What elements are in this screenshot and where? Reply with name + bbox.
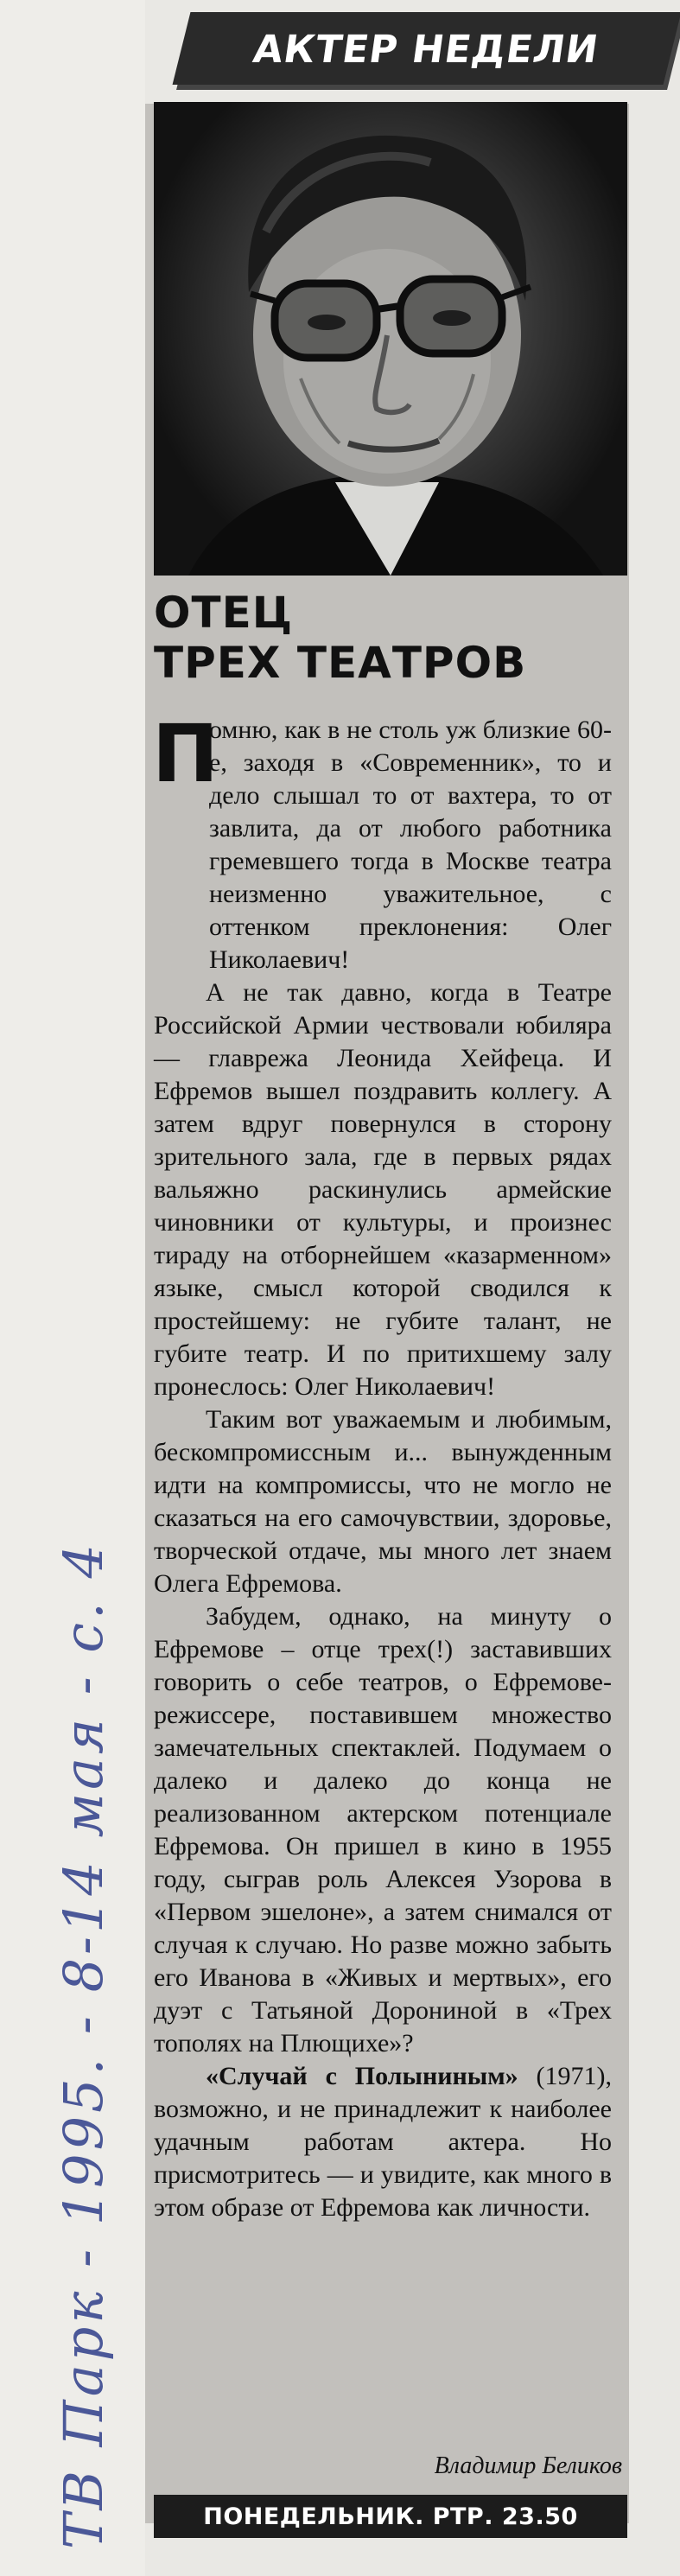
author-byline: Владимир Беликов (434, 2452, 622, 2479)
paragraph-3: Таким вот уважаемым и любимым, бескомпромиссным и... вынужденным идти на компромиссы, что не могло не сказаться на его самочувствии, здоровье, творческой отдаче, мы много лет знаем Олега Ефремова. (154, 1405, 612, 1598)
portrait-photo (154, 102, 627, 576)
handwritten-annotation: ТВ Парк - 1995. - 8-14 мая - с. 4 (52, 1541, 115, 2549)
article-body (152, 708, 613, 2224)
drop-cap: П (152, 708, 219, 800)
portrait-drawing (154, 102, 627, 576)
paragraph-5 (154, 2060, 612, 2224)
broadcast-schedule: ПОНЕДЕЛЬНИК. РТР. 23.50 (154, 2495, 627, 2538)
paragraph-5-text: (1971), возможно, и не принадлежит к наиболее удачным работам актера. Но присмотритесь — и увидите, как много в этом образе от Ефремова как личности. (154, 2062, 613, 2222)
rubric-label: АКТЕР НЕДЕЛИ (250, 27, 602, 72)
paragraph-4: Забудем, однако, на минуту о Ефремове – отце трех(!) заставивших говорить о себе театров, о Ефремове-режиссере, поставившем множество замечательных спектаклей. Подумаем о далеко и далеко до конца не реализованном актерском потенциале Ефремова. Он пришел в кино в 1955 году, сыграв роль Алексея Узорова в «Первом эшелоне», а затем снимался от случая к случаю. Но разве можно забыть его Иванова в «Живых и мертвых», его дуэт с Татьяной Дорониной в «Трех тополях на Плющихе»? (154, 1602, 612, 2058)
paragraph-1 (152, 708, 612, 976)
paragraph-1-text: омню, как в не столь уж близкие 60-е, заходя в «Современник», то и дело слышал то от вахтера, то от завлита, да от любого работника гремевшего тогда в Москве театра неизменно уважительное, с оттенком преклонения: Олег Николаевич! (209, 716, 612, 974)
title-line-1: ОТЕЦ (154, 588, 294, 638)
film-title: «Случай с Полыниным» (206, 2062, 518, 2090)
article-title (154, 588, 620, 688)
paragraph-2: А не так давно, когда в Театре Российской Армии чествовали юбиляра — главрежа Леонида Хейфеца. И Ефремов вышел поздравить коллегу. А затем вдруг повернулся в сторону зрительного зала, где в первых рядах вальяжно раскинулись армейские чиновники от культуры, и произнес тираду на отборнейшем «казарменном» языке, смысл которой сводился к простейшему: не губите талант, не губите театр. И по притихшему залу пронеслось: Олег Николаевич! (154, 978, 612, 1401)
title-line-2: ТРЕХ ТЕАТРОВ (154, 638, 527, 688)
